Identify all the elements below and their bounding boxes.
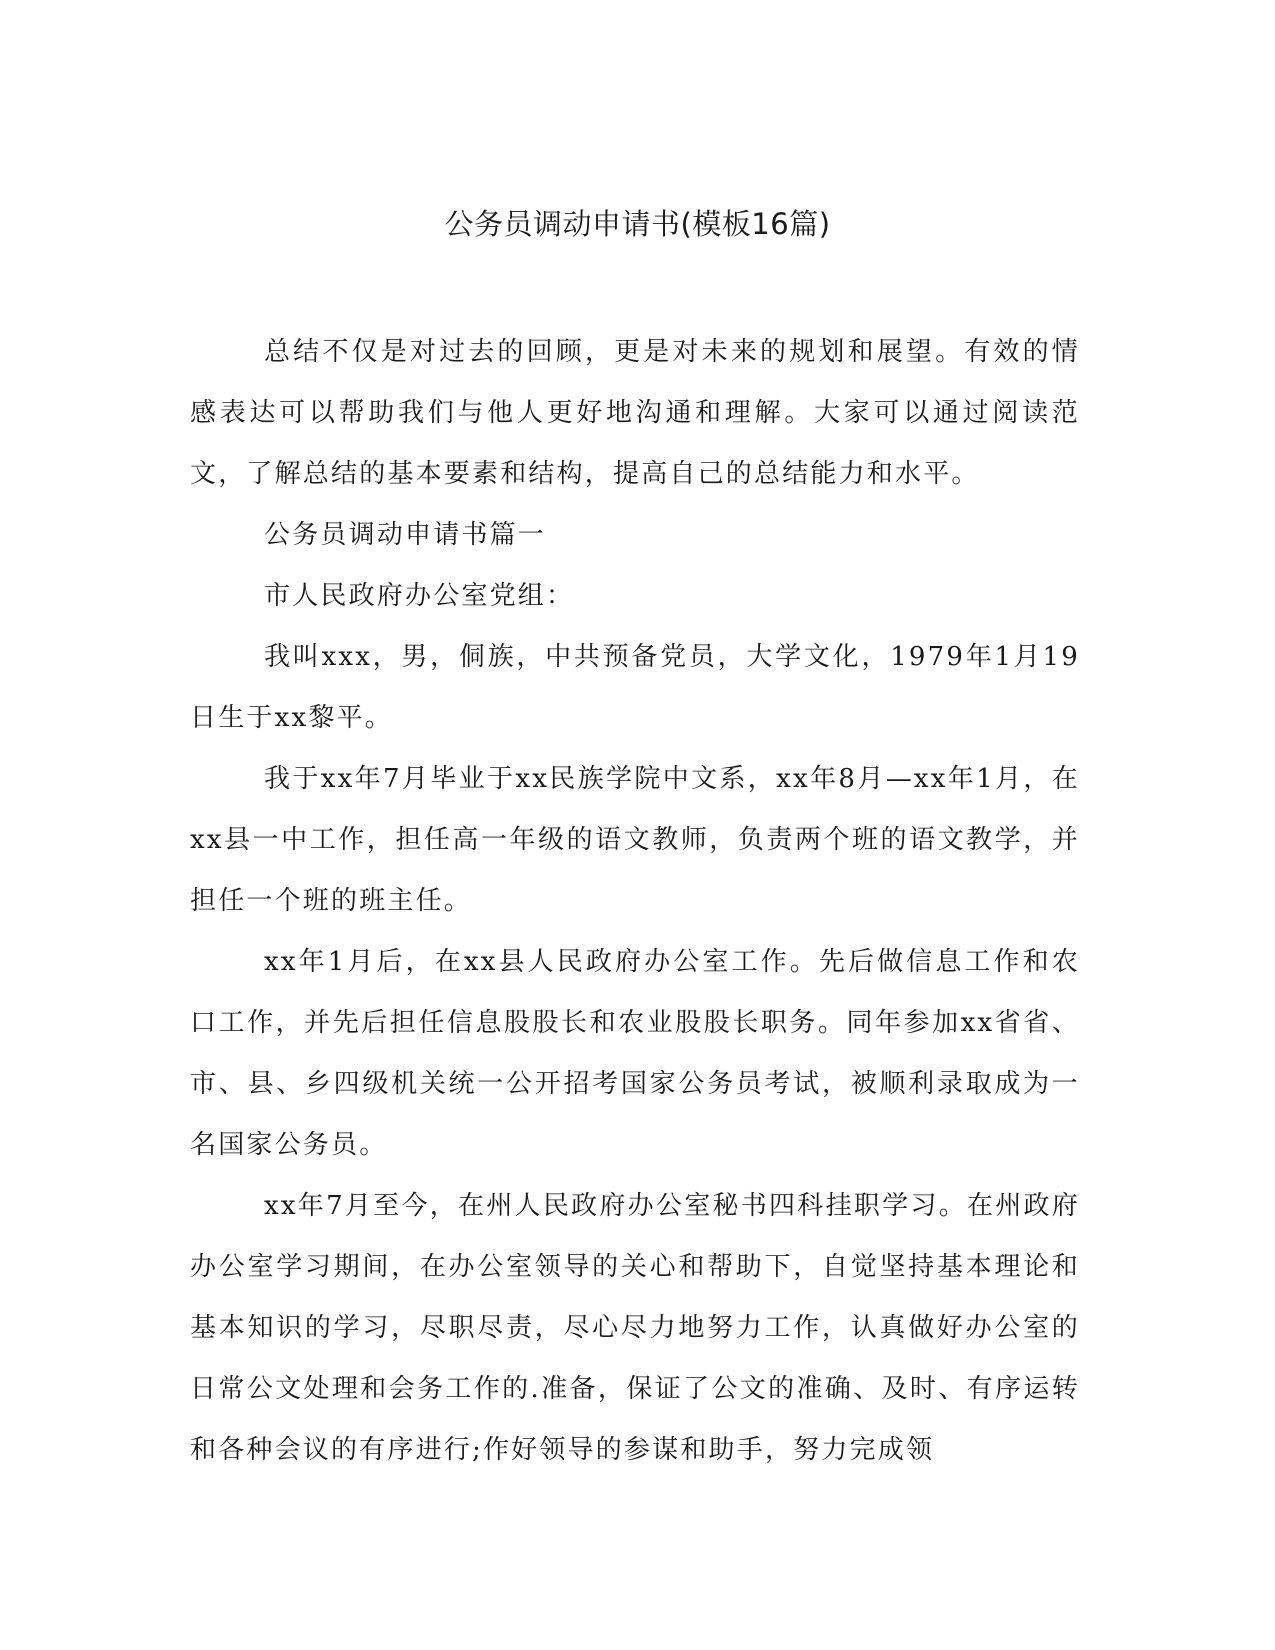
document-title: 公务员调动申请书(模板16篇) [444, 207, 831, 241]
body-paragraph: xx年1月后，在xx县人民政府办公室工作。先后做信息工作和农口工作，并先后担任信息股股长和农业股股长职务。同年参加xx省省、市、县、乡四级机关统一公开招考国家公务员考试，被顺利录取成为一名国家公务员。 [190, 947, 1080, 1160]
section-heading: 公务员调动申请书篇一 [264, 520, 547, 550]
body-paragraph: 我于xx年7月毕业于xx民族学院中文系，xx年8月—xx年1月，在xx县一中工作，担任高一年级的语文教师，负责两个班的语文教学，并担任一个班的班主任。 [190, 764, 1081, 916]
salutation: 市人民政府办公室党组： [264, 581, 575, 611]
document-body [190, 322, 1080, 1481]
body-paragraph: 我叫xxx，男，侗族，中共预备党员，大学文化，1979年1月19日生于xx黎平。 [190, 642, 1080, 733]
body-paragraph: xx年7月至今，在州人民政府办公室秘书四科挂职学习。在州政府办公室学习期间，在办公室领导的关心和帮助下，自觉坚持基本理论和基本知识的学习，尽职尽责，尽心尽力地努力工作，认真做好办公室的日常公文处理和会务工作的.准备，保证了公文的准确、及时、有序运转和各种会议的有序进行;作好领导的参谋和助手，努力完成领 [190, 1191, 1080, 1465]
intro-paragraph: 总结不仅是对过去的回顾，更是对未来的规划和展望。有效的情感表达可以帮助我们与他人更好地沟通和理解。大家可以通过阅读范文，了解总结的基本要素和结构，提高自己的总结能力和水平。 [190, 337, 1080, 489]
